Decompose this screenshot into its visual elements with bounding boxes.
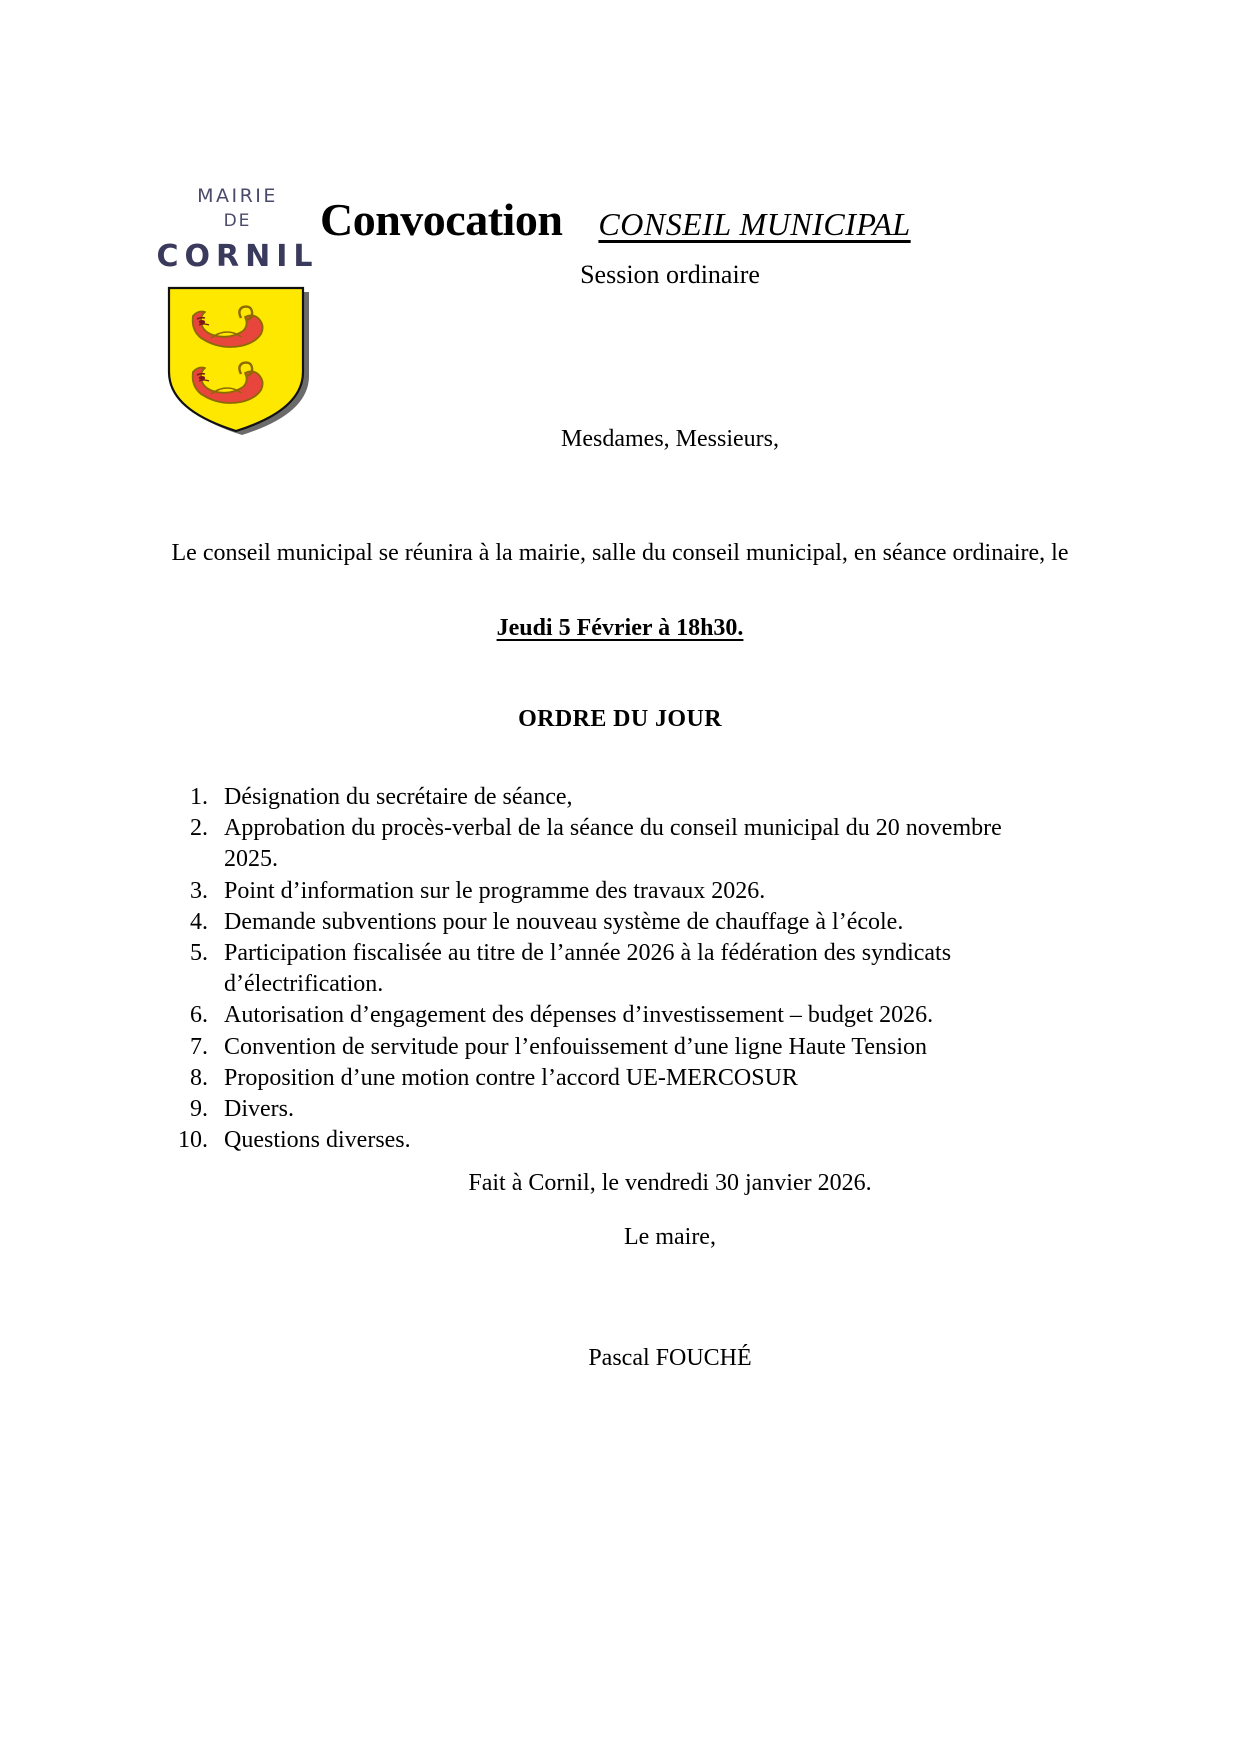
list-item: 4. Demande subventions pour le nouveau système de chauffage à l’école. xyxy=(214,907,1014,938)
list-item: 7. Convention de servitude pour l’enfouissement d’une ligne Haute Tension xyxy=(214,1032,1014,1063)
list-item: 1. Désignation du secrétaire de séance, xyxy=(214,782,1014,813)
list-item: 10. Questions diverses. xyxy=(214,1125,1014,1156)
place-and-date: Fait à Cornil, le vendredi 30 janvier 2026. xyxy=(468,1170,872,1196)
page-subtitle: CONSEIL MUNICIPAL xyxy=(598,206,911,242)
page-title: Convocation xyxy=(320,194,563,245)
salutation: Mesdames, Messieurs, xyxy=(561,426,779,452)
meeting-date xyxy=(70,615,1170,642)
intro-paragraph: Le conseil municipal se réunira à la mairie, salle du conseil municipal, en séance ordinaire, le xyxy=(171,540,1069,566)
signer-name: Pascal FOUCHÉ xyxy=(588,1345,752,1371)
list-item: 9. Divers. xyxy=(214,1094,1014,1125)
title-row xyxy=(320,193,1020,246)
agenda-heading: ORDRE DU JOUR xyxy=(518,706,722,732)
logo-text-cornil: CORNIL xyxy=(156,239,319,275)
list-item: 8. Proposition d’une motion contre l’accord UE-MERCOSUR xyxy=(214,1063,1014,1094)
logo-text-de: DE xyxy=(223,210,252,231)
list-item: 3. Point d’information sur le programme des travaux 2026. xyxy=(214,876,1014,907)
session-type: Session ordinaire xyxy=(580,260,760,289)
meeting-date-text: Jeudi 5 Février à 18h30. xyxy=(496,615,744,641)
logo-text-mairie: MAIRIE xyxy=(197,185,278,207)
list-item: 6. Autorisation d’engagement des dépenses d’investissement – budget 2026. xyxy=(214,1000,1014,1031)
list-item: 2. Approbation du procès-verbal de la séance du conseil municipal du 20 novembre 2025. xyxy=(214,813,1014,875)
agenda-list xyxy=(162,782,1014,1156)
coat-of-arms-icon xyxy=(163,284,313,439)
list-item: 5. Participation fiscalisée au titre de l’année 2026 à la fédération des syndicats d’électrification. xyxy=(214,938,1014,1000)
mairie-de-cornil-logo xyxy=(150,185,325,439)
signer-role: Le maire, xyxy=(624,1224,716,1250)
